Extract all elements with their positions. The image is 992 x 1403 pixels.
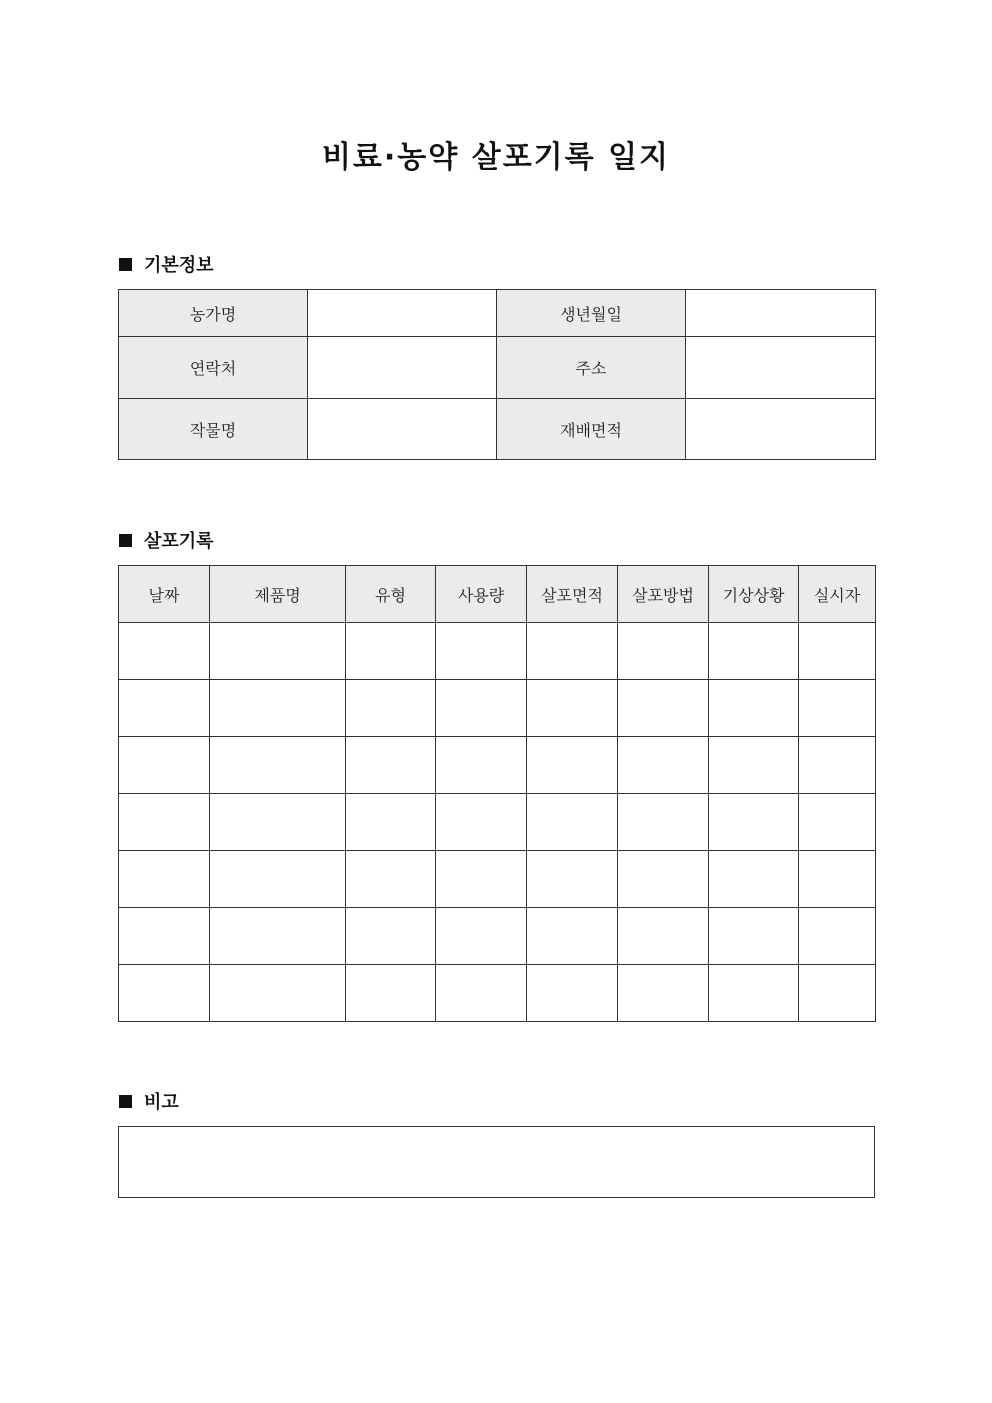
weather-cell[interactable] [709,623,799,680]
spray-method-cell[interactable] [618,908,709,965]
spray-area-cell[interactable] [527,737,618,794]
address-field[interactable] [686,337,876,399]
birth-date-field[interactable] [686,290,876,337]
table-row [119,851,876,908]
column-header-type: 유형 [346,566,436,623]
section-heading-spray-log [119,528,214,552]
square-bullet-icon [119,258,132,271]
column-header-operator: 실시자 [799,566,876,623]
spray-log-table [118,565,876,1022]
type-cell[interactable] [346,623,436,680]
table-row [119,337,876,399]
column-header-product-name: 제품명 [210,566,346,623]
document-title: 비료·농약 살포기록 일지 [321,140,671,175]
column-header-spray-method: 살포방법 [618,566,709,623]
table-header-row [119,566,876,623]
section-heading-remarks [119,1089,179,1113]
product-name-cell[interactable] [210,737,346,794]
type-cell[interactable] [346,851,436,908]
product-name-cell[interactable] [210,908,346,965]
type-cell[interactable] [346,794,436,851]
amount-used-cell[interactable] [436,908,527,965]
square-bullet-icon [119,1095,132,1108]
spray-area-cell[interactable] [527,965,618,1022]
type-cell[interactable] [346,737,436,794]
crop-name-label: 작물명 [119,399,308,460]
section-heading-label: 기본정보 [144,255,214,276]
weather-cell[interactable] [709,680,799,737]
table-row [119,399,876,460]
weather-cell[interactable] [709,794,799,851]
spray-method-cell[interactable] [618,965,709,1022]
date-cell[interactable] [119,623,210,680]
operator-cell[interactable] [799,965,876,1022]
date-cell[interactable] [119,737,210,794]
spray-method-cell[interactable] [618,680,709,737]
spray-area-cell[interactable] [527,851,618,908]
type-cell[interactable] [346,680,436,737]
date-cell[interactable] [119,908,210,965]
farm-name-field[interactable] [308,290,497,337]
spray-area-cell[interactable] [527,794,618,851]
operator-cell[interactable] [799,794,876,851]
spray-area-cell[interactable] [527,908,618,965]
column-header-spray-area: 살포면적 [527,566,618,623]
date-cell[interactable] [119,965,210,1022]
weather-cell[interactable] [709,965,799,1022]
amount-used-cell[interactable] [436,851,527,908]
cultivation-area-label: 재배면적 [497,399,686,460]
product-name-cell[interactable] [210,851,346,908]
product-name-cell[interactable] [210,623,346,680]
operator-cell[interactable] [799,737,876,794]
section-heading-basic-info [119,252,214,276]
amount-used-cell[interactable] [436,680,527,737]
spray-method-cell[interactable] [618,794,709,851]
table-row [119,965,876,1022]
operator-cell[interactable] [799,908,876,965]
operator-cell[interactable] [799,851,876,908]
square-bullet-icon [119,534,132,547]
product-name-cell[interactable] [210,965,346,1022]
amount-used-cell[interactable] [436,623,527,680]
remarks-field[interactable] [118,1126,875,1198]
weather-cell[interactable] [709,737,799,794]
spray-method-cell[interactable] [618,623,709,680]
product-name-cell[interactable] [210,794,346,851]
type-cell[interactable] [346,965,436,1022]
table-row [119,737,876,794]
table-row [119,623,876,680]
farm-name-label: 농가명 [119,290,308,337]
column-header-amount-used: 사용량 [436,566,527,623]
table-row [119,794,876,851]
column-header-date: 날짜 [119,566,210,623]
spray-area-cell[interactable] [527,623,618,680]
column-header-weather: 기상상황 [709,566,799,623]
cultivation-area-field[interactable] [686,399,876,460]
date-cell[interactable] [119,794,210,851]
operator-cell[interactable] [799,623,876,680]
date-cell[interactable] [119,851,210,908]
operator-cell[interactable] [799,680,876,737]
contact-label: 연락처 [119,337,308,399]
weather-cell[interactable] [709,851,799,908]
amount-used-cell[interactable] [436,737,527,794]
amount-used-cell[interactable] [436,794,527,851]
section-heading-label: 비고 [144,1092,179,1113]
product-name-cell[interactable] [210,680,346,737]
birth-date-label: 생년월일 [497,290,686,337]
spray-method-cell[interactable] [618,851,709,908]
basic-info-table [118,289,876,460]
table-row [119,680,876,737]
amount-used-cell[interactable] [436,965,527,1022]
table-row [119,290,876,337]
address-label: 주소 [497,337,686,399]
date-cell[interactable] [119,680,210,737]
weather-cell[interactable] [709,908,799,965]
spray-method-cell[interactable] [618,737,709,794]
table-row [119,908,876,965]
spray-area-cell[interactable] [527,680,618,737]
section-heading-label: 살포기록 [144,531,214,552]
type-cell[interactable] [346,908,436,965]
crop-name-field[interactable] [308,399,497,460]
contact-field[interactable] [308,337,497,399]
